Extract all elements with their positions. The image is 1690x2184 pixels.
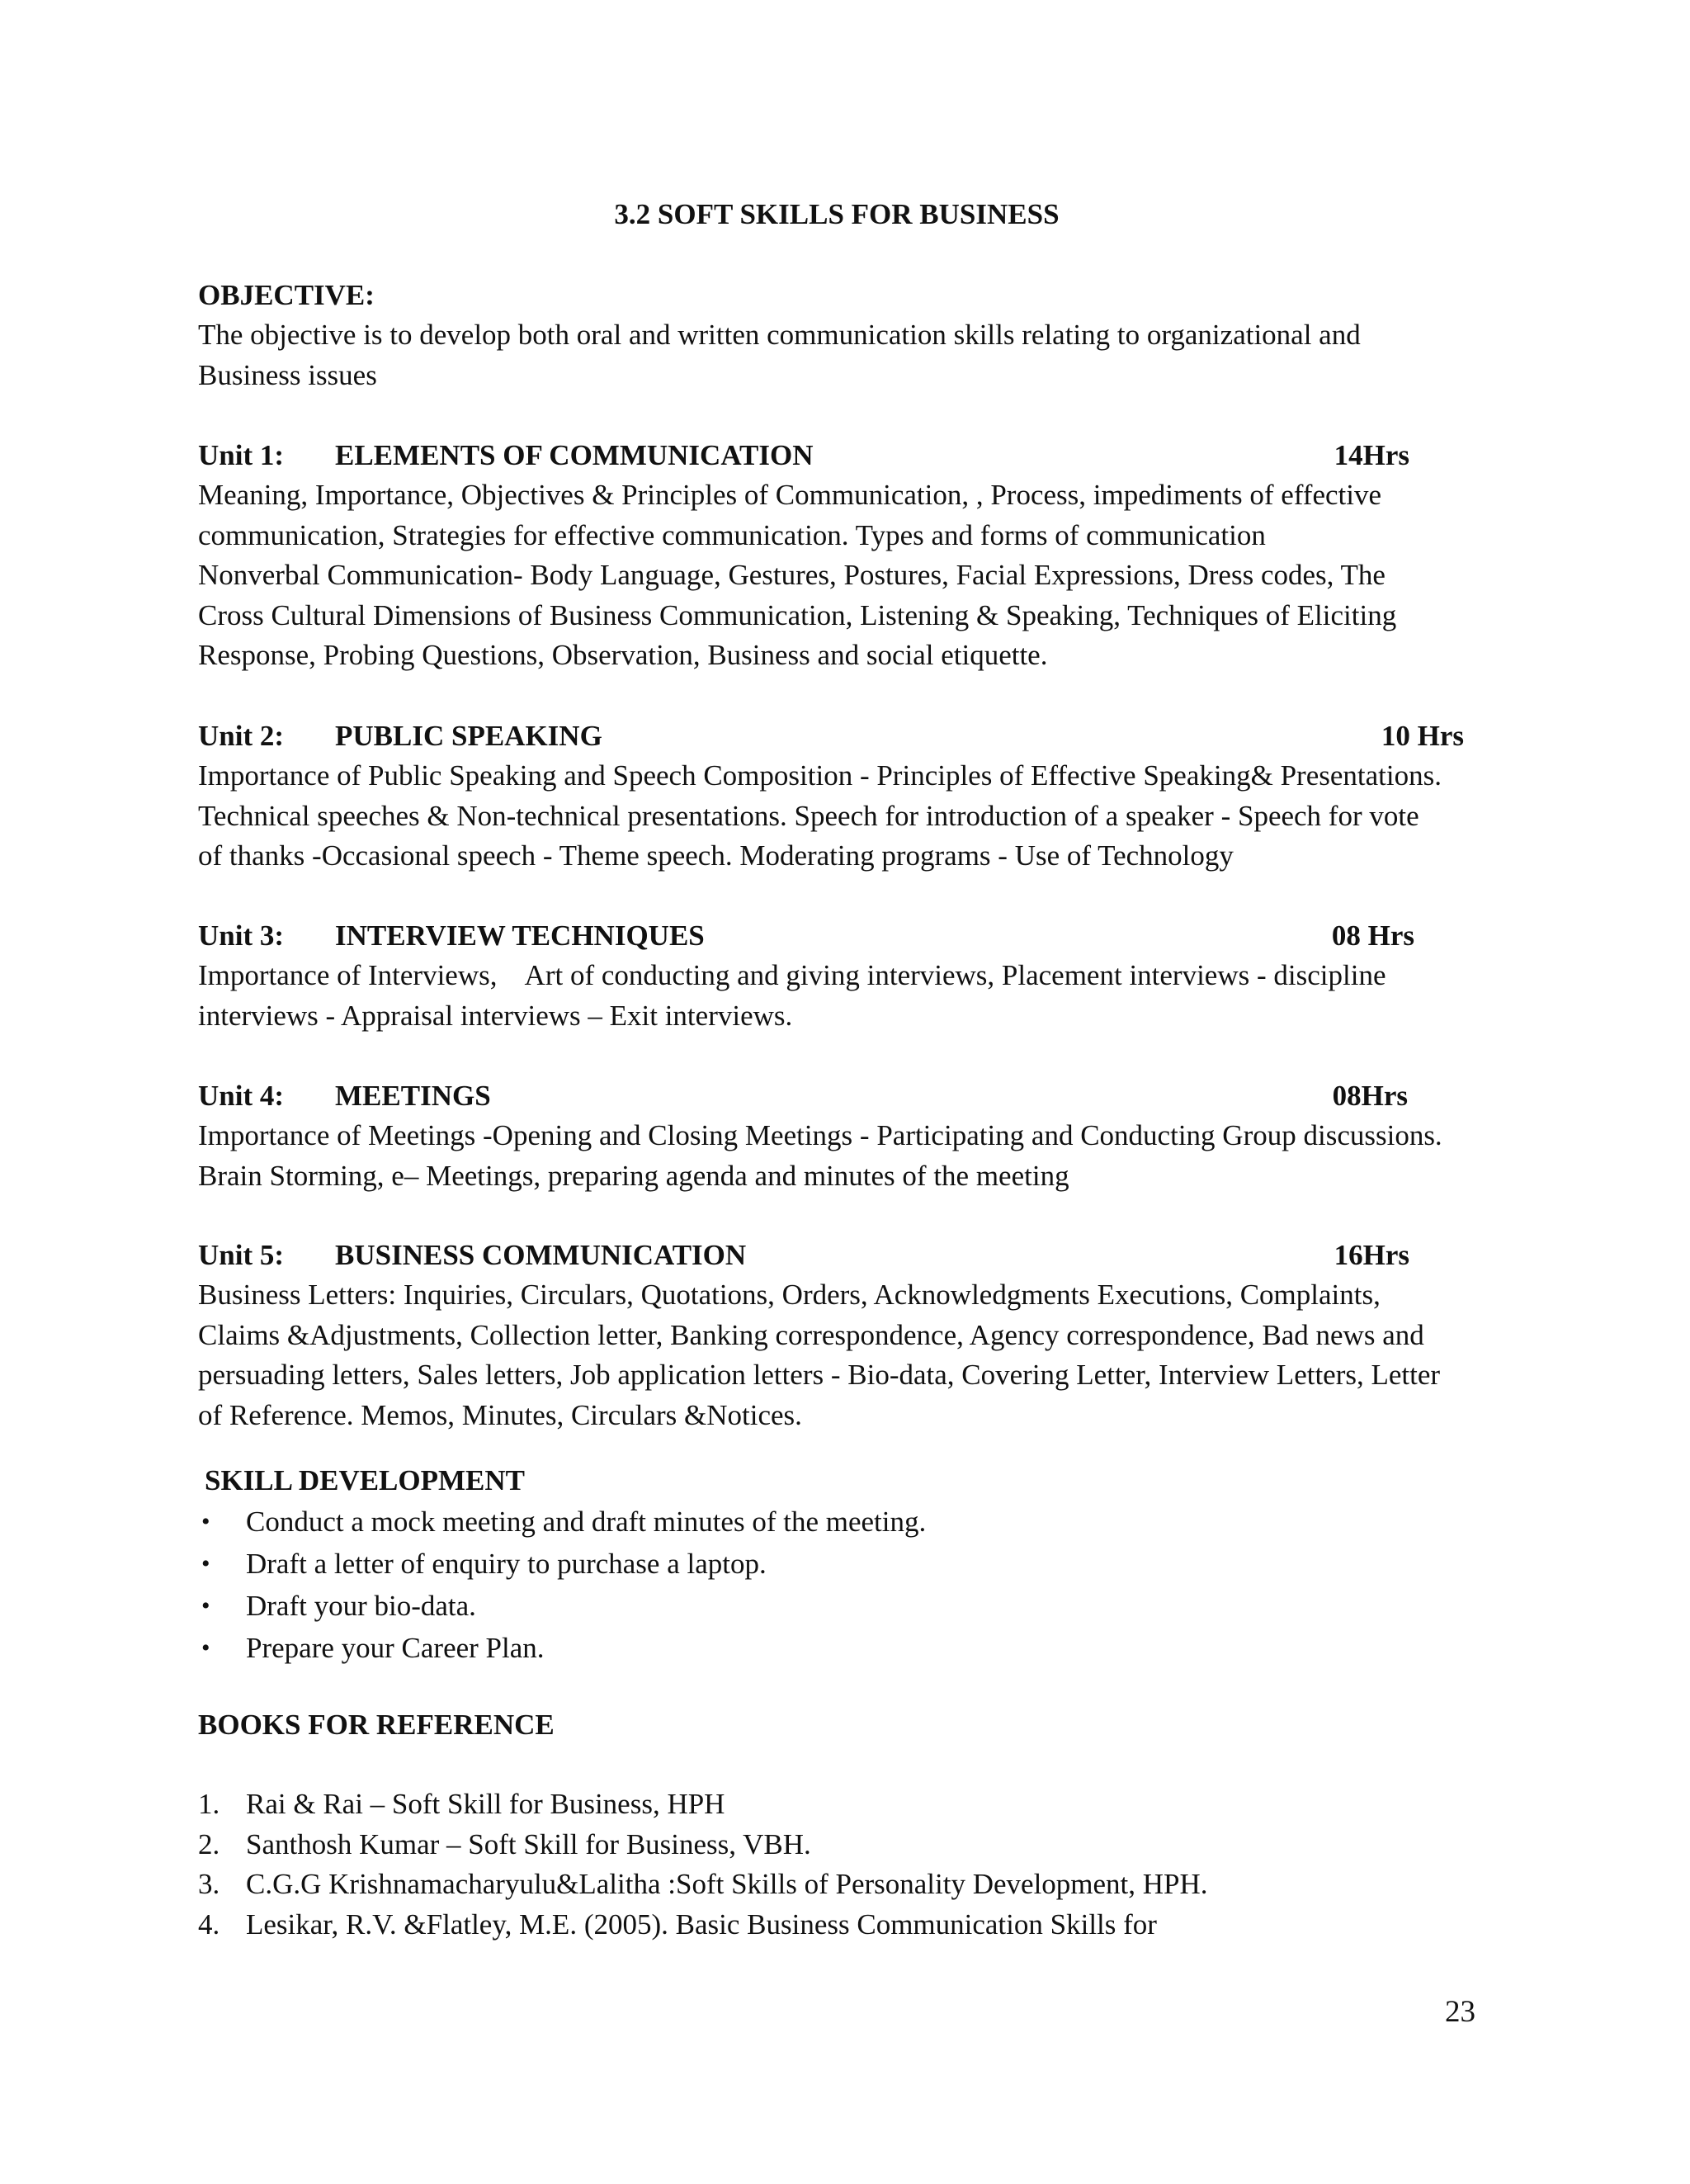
document-page [198,0,1475,2184]
unit-2-header [198,716,1475,756]
unit-number: Unit 3: [198,919,285,952]
list-item-text: Conduct a mock meeting and draft minutes of the meeting. [246,1506,927,1538]
unit-number: Unit 1: [198,439,285,471]
unit-4-text [198,1116,1475,1196]
list-item-text: Draft your bio-data. [246,1590,476,1622]
unit-1-text [198,475,1475,676]
list-item-text: Rai & Rai – Soft Skill for Business, HPH [246,1788,725,1820]
unit-line: Response, Probing Questions, Observation, Business and social etiquette. [198,639,1048,672]
unit-5-header [198,1236,1475,1275]
unit-hours: 14Hrs [1334,439,1409,471]
unit-line: of thanks -Occasional speech - Theme speech. Moderating programs - Use of Technology [198,839,1234,872]
objective-line: Business issues [198,358,377,391]
list-item [198,1905,1475,1945]
list-item-text: Santhosh Kumar – Soft Skill for Business, VBH. [246,1827,811,1860]
unit-line: interviews - Appraisal interviews – Exit interviews. [198,999,793,1032]
unit-3-text [198,956,1475,1036]
list-item-number: 3. [198,1868,220,1901]
unit-3-header [198,916,1475,956]
unit-title: BUSINESS COMMUNICATION [335,1239,747,1271]
list-item-text: Lesikar, R.V. &Flatley, M.E. (2005). Basic Business Communication Skills for [246,1907,1157,1941]
bullet-icon: • [201,1592,210,1619]
skill-development-heading: SKILL DEVELOPMENT [205,1464,526,1496]
unit-line: persuading letters, Sales letters, Job application letters - Bio-data, Covering Letter, Interview Letters, Letter [198,1359,1441,1392]
page-number: 23 [1445,1995,1475,2029]
objective-heading: OBJECTIVE: [198,279,375,311]
unit-hours: 16Hrs [1334,1239,1409,1271]
list-item [198,1543,1475,1585]
unit-line: communication, Strategies for effective communication. Types and forms of communication [198,518,1266,551]
unit-2-section [198,716,1475,877]
list-item-number: 4. [198,1907,220,1941]
bullet-icon: • [201,1550,210,1577]
list-item [198,1865,1475,1905]
bullet-icon: • [201,1508,210,1535]
unit-line: Importance of Public Speaking and Speech Composition - Principles of Effective Speaking& Presentations. [198,759,1442,792]
list-item-number: 1. [198,1788,220,1820]
list-item-text: Prepare your Career Plan. [246,1632,545,1664]
unit-line: Nonverbal Communication- Body Language, Gestures, Postures, Facial Expressions, Dress codes, The [198,559,1386,592]
document-title: 3.2 SOFT SKILLS FOR BUSINESS [614,198,1060,230]
unit-line: Claims &Adjustments, Collection letter, Banking correspondence, Agency correspondence, Bad news and [198,1318,1424,1351]
unit-number: Unit 4: [198,1080,285,1112]
unit-number: Unit 2: [198,720,285,752]
unit-line: Technical speeches & Non-technical presentations. Speech for introduction of a speaker - Speech for vote [198,799,1419,832]
list-item [198,1627,1475,1669]
unit-line: Importance of Interviews, Art of conducting and giving interviews, Placement interviews - discipline [198,959,1386,991]
bullet-icon: • [201,1634,210,1662]
unit-3-section [198,916,1475,1036]
unit-number: Unit 5: [198,1239,285,1271]
unit-hours: 08Hrs [1332,1080,1408,1112]
list-item [198,1825,1475,1865]
list-item-text: Draft a letter of enquiry to purchase a laptop. [246,1548,767,1580]
unit-title: PUBLIC SPEAKING [335,720,602,752]
books-list [198,1785,1475,1945]
list-item [198,1501,1475,1543]
unit-title: MEETINGS [335,1080,491,1112]
unit-1-section [198,436,1475,676]
skill-development-section [198,1461,1475,1669]
list-item [198,1785,1475,1825]
objective-text [198,315,1475,395]
unit-4-section [198,1076,1475,1196]
list-item-text: C.G.G Krishnamacharyulu&Lalitha :Soft Skills of Personality Development, HPH. [246,1868,1208,1901]
unit-5-section [198,1236,1475,1435]
unit-1-header [198,436,1475,475]
books-heading: BOOKS FOR REFERENCE [198,1709,555,1741]
list-item [198,1585,1475,1627]
unit-line: Brain Storming, e– Meetings, preparing agenda and minutes of the meeting [198,1159,1069,1192]
objective-section [198,276,1475,395]
unit-line: Meaning, Importance, Objectives & Principles of Communication, , Process, impediments of effective [198,479,1382,511]
unit-hours: 10 Hrs [1381,720,1464,752]
unit-hours: 08 Hrs [1331,919,1414,952]
unit-line: Importance of Meetings -Opening and Closing Meetings - Participating and Conducting Group discussions. [198,1119,1442,1151]
list-item-number: 2. [198,1827,220,1860]
books-section [198,1705,1475,1945]
unit-2-text [198,756,1475,877]
unit-5-text [198,1275,1475,1435]
skill-development-list [198,1501,1475,1669]
unit-line: Cross Cultural Dimensions of Business Communication, Listening & Speaking, Techniques of Eliciting [198,598,1397,631]
unit-title: ELEMENTS OF COMMUNICATION [335,439,814,471]
unit-4-header [198,1076,1475,1116]
objective-line: The objective is to develop both oral and written communication skills relating to organizational and [198,319,1361,351]
unit-line: of Reference. Memos, Minutes, Circulars &Notices. [198,1398,802,1431]
unit-title: INTERVIEW TECHNIQUES [335,919,705,952]
unit-line: Business Letters: Inquiries, Circulars, Quotations, Orders, Acknowledgments Executions, Complaints, [198,1279,1381,1311]
